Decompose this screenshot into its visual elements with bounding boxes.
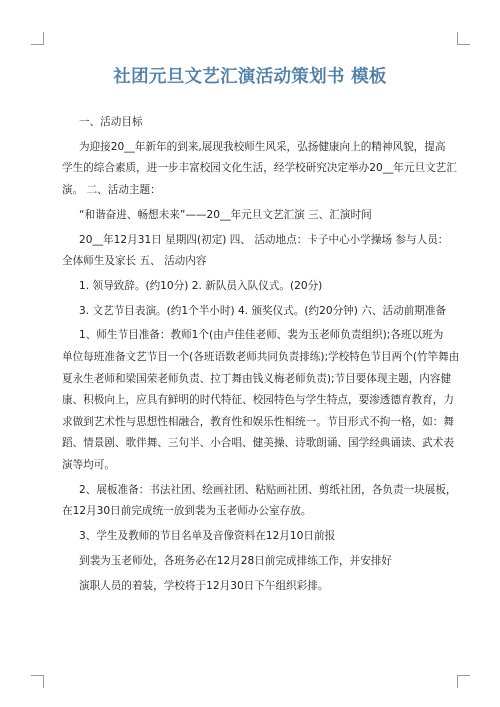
paragraph — [62, 230, 449, 273]
paragraph-line: 在12月30日前完成统一放到裴为玉老师办公室存放。 — [62, 505, 312, 518]
paragraph-line: “和谐奋进、畅想未来”——20__年元旦文艺汇演 三、汇演时间 — [79, 208, 372, 221]
paragraph — [62, 325, 460, 476]
paragraph-line: 演职人员的着装，学校将于12月30日下午组织彩排。 — [79, 579, 329, 592]
paragraph-line: 3. 文艺节目表演。(约1个半小时) 4. 颁奖仪式。(约20分钟) 六、活动前期准备 — [79, 304, 447, 317]
paragraph — [62, 480, 457, 523]
crop-mark-bottom-right — [457, 675, 470, 688]
paragraph-line: 演。 二、活动主题： — [62, 183, 161, 196]
document-body — [62, 112, 460, 601]
paragraph-line: 求做到艺术性与思想性相融合，教育性和娱乐性相统一。节目形式不拘一格，如：舞 — [62, 415, 454, 428]
paragraph — [62, 526, 442, 548]
crop-mark-top-left — [31, 32, 44, 45]
paragraph-line: 单位每班准备文艺节目一个(各班语数老师共同负责排练);学校特色节目两个(竹竿舞由 — [62, 351, 460, 364]
paragraph-line: 为迎接20__年新年的到来,展现我校师生风采，弘扬健康向上的精神风貌，提高 — [79, 140, 446, 153]
paragraph — [62, 205, 442, 227]
paragraph-line: 20__年12月31日 星期四(初定) 四、 活动地点：卡子中心小学操场 参与人员： — [79, 233, 449, 246]
paragraph — [62, 551, 442, 573]
paragraph-line: 康、积极向上，应具有鲜明的时代特征、校园特色与学生特点，要渗透德育教育，力 — [62, 394, 454, 407]
paragraph-line: 1. 领导致辞。(约10分) 2. 新队员入队仪式。(20分) — [79, 279, 323, 292]
crop-mark-top-right — [457, 32, 470, 45]
crop-mark-bottom-left — [31, 675, 44, 688]
paragraph-line: 学生的综合素质，进一步丰富校园文化生活，经学校研究决定举办20__年元旦文艺汇 — [62, 162, 457, 175]
paragraph — [62, 576, 442, 598]
paragraph — [62, 276, 442, 298]
paragraph — [62, 301, 447, 323]
paragraph — [62, 112, 442, 134]
paragraph-line: 一、活动目标 — [79, 116, 143, 128]
paragraph-line: 夏永生老师和梁国荣老师负责、拉丁舞由钱义梅老师负责);节目要体现主题，内容健 — [62, 372, 452, 385]
paragraph-line: 2、展板准备：书法社团、绘画社团、粘贴画社团、剪纸社团，各负责一块展板， — [79, 483, 457, 496]
paragraph-line: 演等均可。 — [62, 459, 115, 472]
paragraph-line: 1、师生节目准备：教师1个(由卢佳佳老师、裴为玉老师负责组织);各班以班为 — [79, 329, 444, 342]
paragraph-line: 3、学生及教师的节目名单及音像资料在12月10日前报 — [79, 530, 336, 543]
paragraph-line: 到裴为玉老师处，各班务必在12月28日前完成排练工作，并安排好 — [79, 554, 392, 567]
document-title: 社团元旦文艺汇演活动策划书 模板 — [113, 67, 387, 87]
paragraph-line: 全体师生及家长 五、 活动内容 — [62, 255, 207, 268]
paragraph-line: 蹈、情景剧、歌伴舞、三句半、小合唱、健美操、诗歌朗诵、国学经典诵读、武术表 — [62, 437, 454, 450]
paragraph — [62, 137, 457, 202]
